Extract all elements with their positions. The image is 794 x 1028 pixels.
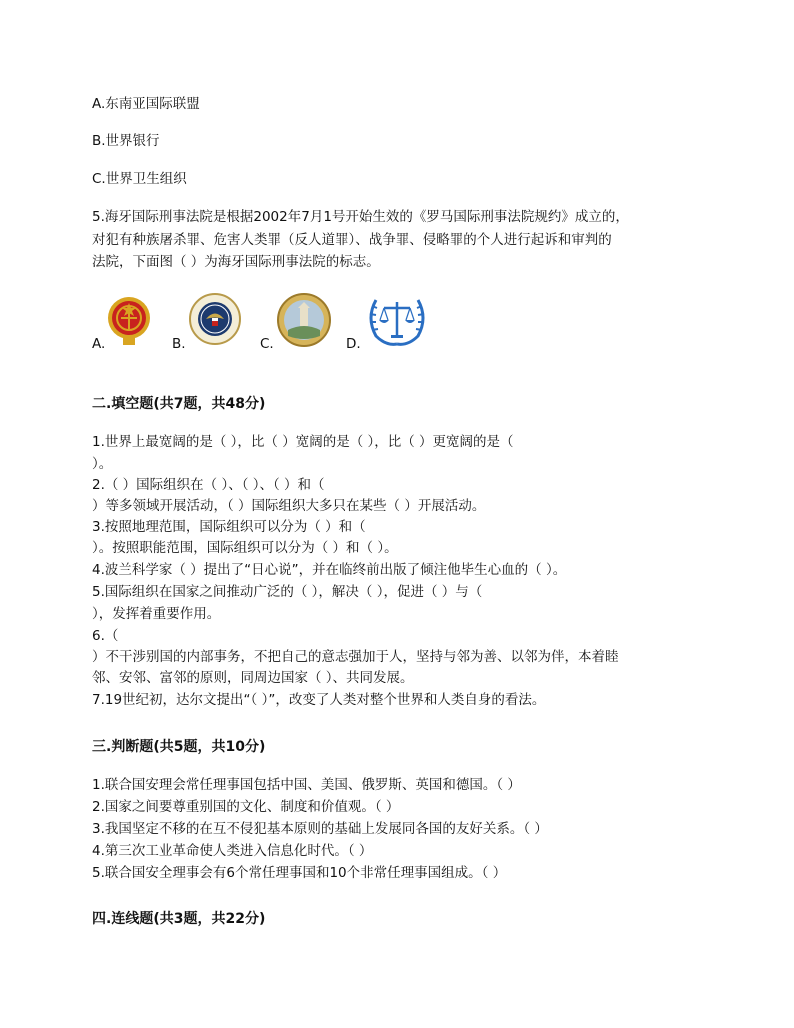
choice-b-letter: B. bbox=[172, 336, 186, 352]
s2-line-12: 邻、安邻、富邻的原则，同周边国家（ ）、共同发展。 bbox=[92, 670, 414, 686]
icc-emblem-icon bbox=[276, 292, 332, 348]
s2-line-8: 5.国际组织在国家之间推动广泛的（ ），解决（ ），促进（ ）与（ bbox=[92, 584, 483, 600]
s2-line-6: ）。按照职能范围，国际组织可以分为（ ）和（ ）。 bbox=[92, 540, 398, 556]
section4-heading: 四.连线题(共3题，共22分) bbox=[92, 911, 266, 927]
option-a: A.东南亚国际联盟 bbox=[92, 96, 200, 112]
choice-d bbox=[346, 292, 432, 354]
s2-line-1: 1.世界上最宽阔的是（ ），比（ ）宽阔的是（ ），比（ ）更宽阔的是（ bbox=[92, 434, 514, 450]
s3-line-3: 3.我国坚定不移的在互不侵犯基本原则的基础上发展同各国的友好关系。（ ） bbox=[92, 821, 548, 837]
choice-b bbox=[172, 292, 244, 354]
choice-d-letter: D. bbox=[346, 336, 361, 352]
choice-a-letter: A. bbox=[92, 336, 106, 352]
q5-logo-choices bbox=[92, 292, 452, 356]
s2-line-13: 7.19世纪初，达尔文提出“（ ）”，改变了人类对整个世界和人类自身的看法。 bbox=[92, 692, 546, 708]
s2-line-9: ），发挥着重要作用。 bbox=[92, 606, 221, 622]
choice-c-letter: C. bbox=[260, 336, 274, 352]
section2-heading: 二.填空题(共7题，共48分) bbox=[92, 396, 266, 412]
court-emblem-icon bbox=[106, 292, 152, 348]
scales-laurel-icon bbox=[364, 292, 430, 348]
q5-line-2: 对犯有种族屠杀罪、危害人类罪（反人道罪）、战争罪、侵略罪的个人进行起诉和审判的 bbox=[92, 232, 612, 248]
choice-a bbox=[92, 292, 162, 354]
s2-line-2: ）。 bbox=[92, 456, 113, 472]
s2-line-7: 4.波兰科学家（ ）提出了“日心说”，并在临终前出版了倾注他毕生心血的（ ）。 bbox=[92, 562, 567, 578]
s3-line-1: 1.联合国安理会常任理事国包括中国、美国、俄罗斯、英国和德国。（ ） bbox=[92, 777, 521, 793]
s2-line-5: 3.按照地理范围，国际组织可以分为（ ）和（ bbox=[92, 519, 366, 535]
section3-heading: 三.判断题(共5题，共10分) bbox=[92, 739, 266, 755]
q5-line-3: 法院，下面图（ ）为海牙国际刑事法院的标志。 bbox=[92, 254, 380, 270]
s3-line-4: 4.第三次工业革命使人类进入信息化时代。（ ） bbox=[92, 843, 373, 859]
choice-c bbox=[260, 292, 338, 354]
q5-line-1: 5.海牙国际刑事法院是根据2002年7月1号开始生效的《罗马国际刑事法院规约》成立的， bbox=[92, 209, 629, 225]
option-c: C.世界卫生组织 bbox=[92, 171, 187, 187]
s2-line-4: ）等多领域开展活动，（ ）国际组织大多只在某些（ ）开展活动。 bbox=[92, 498, 486, 514]
s3-line-2: 2.国家之间要尊重别国的文化、制度和价值观。（ ） bbox=[92, 799, 400, 815]
s2-line-3: 2.（ ）国际组织在（ ）、（ ）、（ ）和（ bbox=[92, 477, 325, 493]
s3-line-5: 5.联合国安全理事会有6个常任理事国和10个非常任理事国组成。（ ） bbox=[92, 865, 507, 881]
option-b: B.世界银行 bbox=[92, 133, 160, 149]
presidential-seal-icon bbox=[188, 292, 242, 346]
s2-line-10: 6.（ bbox=[92, 628, 119, 644]
s2-line-11: ）不干涉别国的内部事务，不把自己的意志强加于人，坚持与邻为善、以邻为伴，本着睦 bbox=[92, 649, 619, 665]
